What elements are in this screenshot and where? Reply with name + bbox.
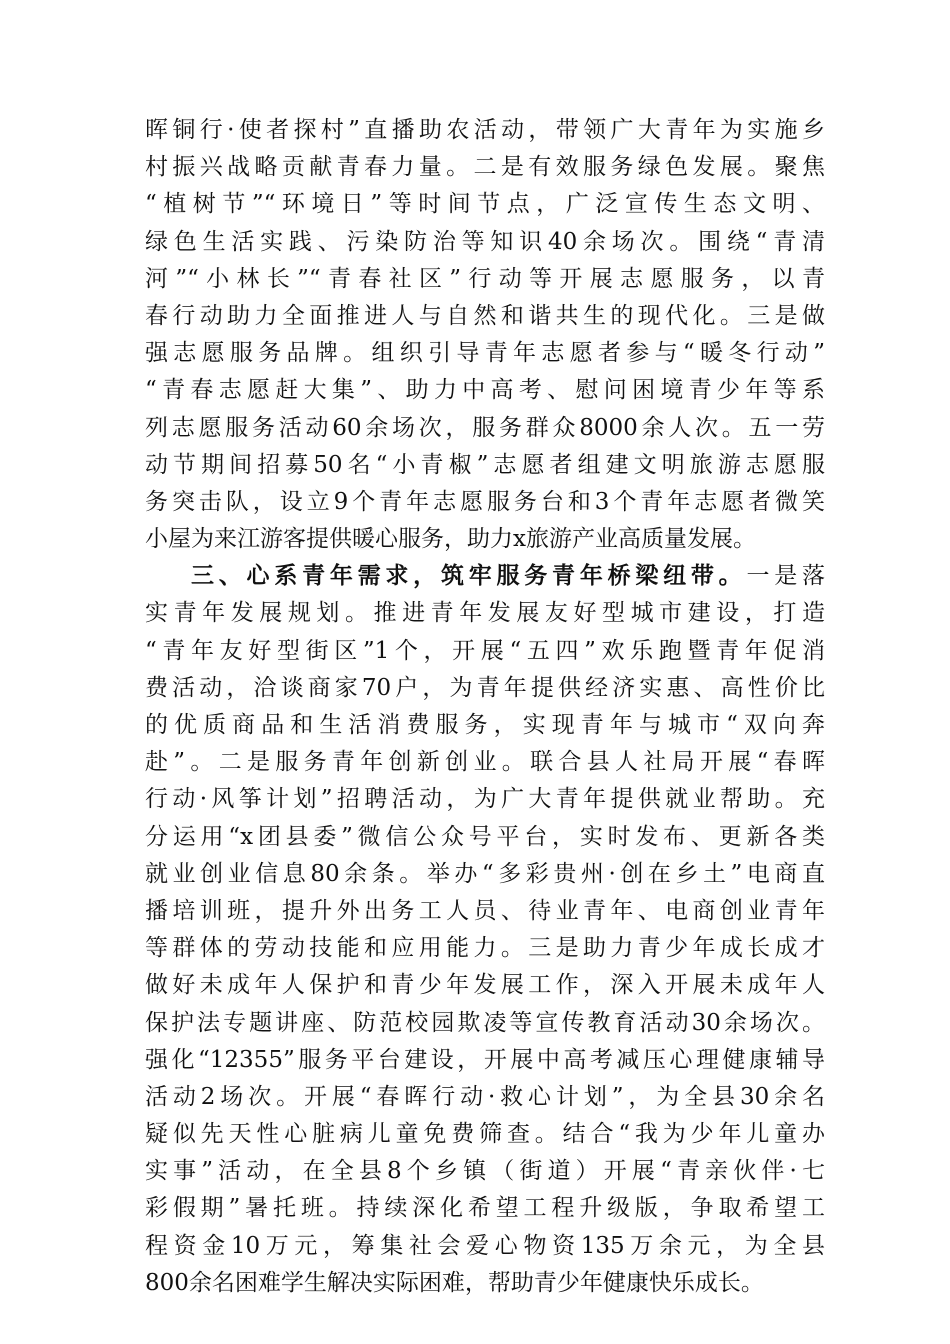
text-line: 做好未成年人保护和青少年发展工作，深入开展未成年人 bbox=[145, 972, 825, 999]
text-line: 就业创业信息80余条。举办“多彩贵州·创在乡土”电商直 bbox=[145, 860, 825, 887]
text-line: 动节期间招募50名“小青椒”志愿者组建文明旅游志愿服 bbox=[145, 451, 825, 478]
text-line: 赴”。二是服务青年创新创业。联合县人社局开展“春晖 bbox=[145, 749, 825, 776]
text-line: 绿色生活实践、污染防治等知识40余场次。围绕“青清 bbox=[145, 228, 825, 255]
text-line: 播培训班，提升外出务工人员、待业青年、电商创业青年 bbox=[145, 897, 825, 924]
text-line: 行动·风筝计划”招聘活动，为广大青年提供就业帮助。充 bbox=[145, 786, 825, 813]
text-line: “青年友好型街区”1个，开展“五四”欢乐跑暨青年促消 bbox=[145, 637, 825, 664]
text-line: 小屋为来江游客提供暖心服务，助力x旅游产业高质量发展。 bbox=[145, 526, 756, 553]
text-line: 疑似先天性心脏病儿童免费筛查。结合“我为少年儿童办 bbox=[145, 1121, 825, 1148]
text-line: 强志愿服务品牌。组织引导青年志愿者参与“暖冬行动” bbox=[145, 340, 825, 367]
body-text bbox=[145, 112, 825, 1302]
text-line: 费活动，洽谈商家70户，为青年提供经济实惠、高性价比 bbox=[145, 674, 825, 701]
text-line: 保护法专题讲座、防范校园欺凌等宣传教育活动30余场次。 bbox=[145, 1009, 825, 1036]
text-line: 村振兴战略贡献青春力量。二是有效服务绿色发展。聚焦 bbox=[145, 154, 825, 181]
text-line: 程资金10万元，筹集社会爱心物资135万余元，为全县 bbox=[145, 1232, 825, 1259]
section-heading-line bbox=[145, 558, 825, 595]
text-line: 活动2场次。开展“春晖行动·救心计划”，为全县30余名 bbox=[145, 1083, 825, 1110]
text-line: 强化“12355”服务平台建设，开展中高考减压心理健康辅导 bbox=[145, 1046, 825, 1073]
section-heading: 三、心系青年需求，筑牢服务青年桥梁纽带。 bbox=[191, 563, 747, 590]
text-line: 实青年发展规划。推进青年发展友好型城市建设，打造 bbox=[145, 600, 825, 627]
text-line: 春行动助力全面推进人与自然和谐共生的现代化。三是做 bbox=[145, 302, 825, 329]
text-line: 的优质商品和生活消费服务，实现青年与城市“双向奔 bbox=[145, 712, 825, 738]
text-line: 列志愿服务活动60余场次，服务群众8000余人次。五一劳 bbox=[145, 414, 825, 441]
text-line: 等群体的劳动技能和应用能力。三是助力青少年成长成才 bbox=[145, 935, 825, 962]
text-fragment: 一是落 bbox=[746, 563, 825, 590]
text-line: “青春志愿赶大集”、助力中高考、慰问困境青少年等系 bbox=[145, 377, 825, 404]
text-line: 晖铜行·使者探村”直播助农活动，带领广大青年为实施乡 bbox=[145, 117, 825, 143]
text-line: 河”“小林长”“青春社区”行动等开展志愿服务，以青 bbox=[145, 265, 825, 292]
text-line: 彩假期”暑托班。持续深化希望工程升级版，争取希望工 bbox=[145, 1195, 825, 1222]
text-line: 务突击队，设立9个青年志愿服务台和3个青年志愿者微笑 bbox=[145, 488, 825, 515]
text-line: 800余名困难学生解决实际困难，帮助青少年健康快乐成长。 bbox=[145, 1269, 764, 1296]
text-line: “植树节”“环境日”等时间节点，广泛宣传生态文明、 bbox=[145, 191, 825, 218]
text-line: 实事”活动，在全县8个乡镇（街道）开展“青亲伙伴·七 bbox=[145, 1158, 825, 1185]
text-line: 分运用“x团县委”微信公众号平台，实时发布、更新各类 bbox=[145, 823, 825, 850]
